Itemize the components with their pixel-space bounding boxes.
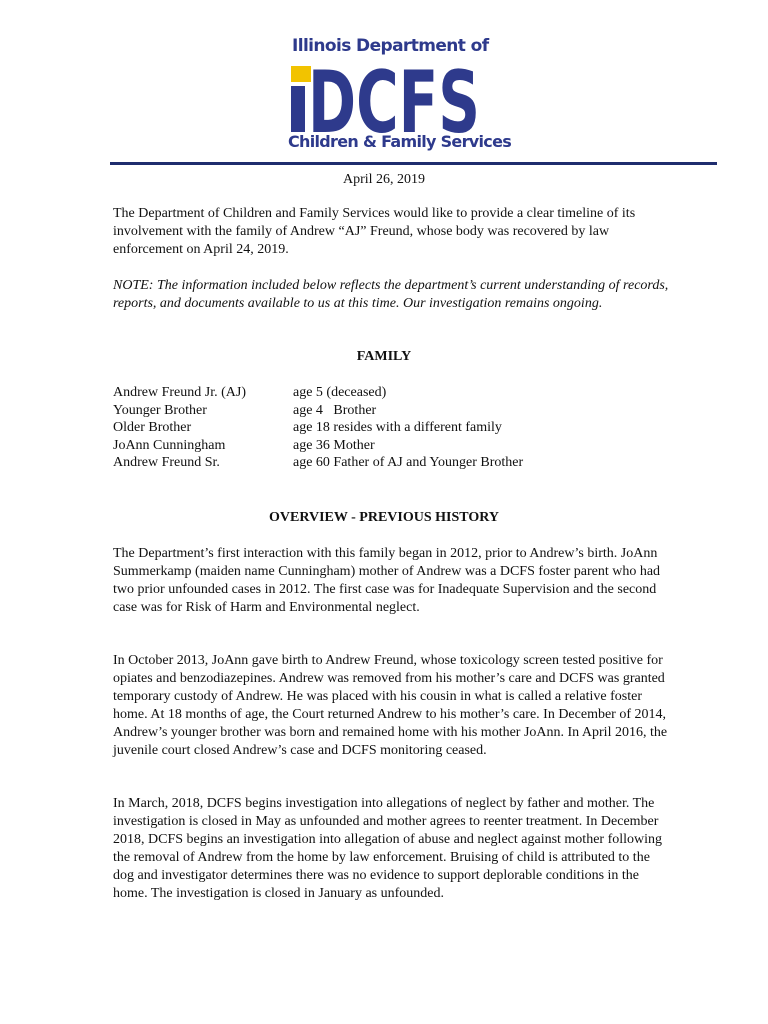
overview-paragraph-3: In March, 2018, DCFS begins investigation into allegations of neglect by father and mother. The investigation is closed in May as unfounded and mother agrees to reenter treatment. In December 2018, DCFS begins an investigation into allegation of abuse and neglect against mother following the removal of Andrew from the home by law enforcement. Bruising of child is attributed to the dog and investigator determines there was no evidence to support deplorable conditions in the home. The investigation is closed in January as unfounded. [113,796,663,901]
family-member-detail: age 60 Father of AJ and Younger Brother [293,455,524,471]
overview-heading: OVERVIEW - PREVIOUS HISTORY [269,510,499,525]
family-member-detail: age 5 (deceased) [293,385,387,400]
family-member-name: Andrew Freund Jr. (AJ) [113,385,246,400]
family-member-row [113,384,673,402]
dcfs-logo [288,36,512,154]
family-member-name: Andrew Freund Sr. [113,455,220,471]
family-member-row [113,454,673,472]
family-member-name: JoAnn Cunningham [113,437,226,453]
logo-department-text: Illinois Department of [292,36,489,56]
overview-paragraph-1: The Department’s first interaction with this family began in 2012, prior to Andrew’s birth. JoAnn Summerkamp (maiden name Cunningham) mother of Andrew was a DCFS foster parent who had two prior unfounded cases in 2012. The first case was for Inadequate Supervision and the second case was for Risk of Harm and Environmental neglect. [113,546,661,615]
note-paragraph: NOTE: The information included below reflects the department’s current understanding of records, reports, and documents available to us at this time. Our investigation remains ongoing. [113,278,669,311]
overview-paragraph-2: In October 2013, JoAnn gave birth to Andrew Freund, whose toxicology screen tested positive for opiates and benzodiazepines. Andrew was removed from his mother’s care and DCFS was granted temporary custody of Andrew. He was placed with his cousin in what is called a relative foster home. At 18 months of age, the Court returned Andrew to his mother’s care. In December of 2014, Andrew’s younger brother was born and remained home with his mother JoAnn. In April 2016, the juvenile court closed Andrew’s case and DCFS monitoring ceased. [113,653,668,758]
family-list [113,384,673,472]
logo-acronym-text: DCFS [308,58,480,134]
family-heading: FAMILY [356,349,412,364]
family-member-detail: age 18 resides with a different family [293,420,502,436]
dcfs-logo-mark [288,58,488,134]
family-member-name: Older Brother [113,420,192,436]
family-member-detail: age 36 Mother [293,437,375,453]
logo-agency-text: Children & Family Services [288,132,512,151]
family-member-detail: age 4 Brother [293,402,377,418]
document-date: April 26, 2019 [342,172,426,187]
intro-paragraph: The Department of Children and Family Services would like to provide a clear timeline of its involvement with the family of Andrew “AJ” Freund, whose body was recovered by law enforcement on April 24, 2019. [113,206,636,257]
family-member-row [113,402,673,420]
header-divider [110,162,717,165]
family-member-row [113,437,673,455]
family-member-name: Younger Brother [113,402,207,418]
family-member-row [113,419,673,437]
